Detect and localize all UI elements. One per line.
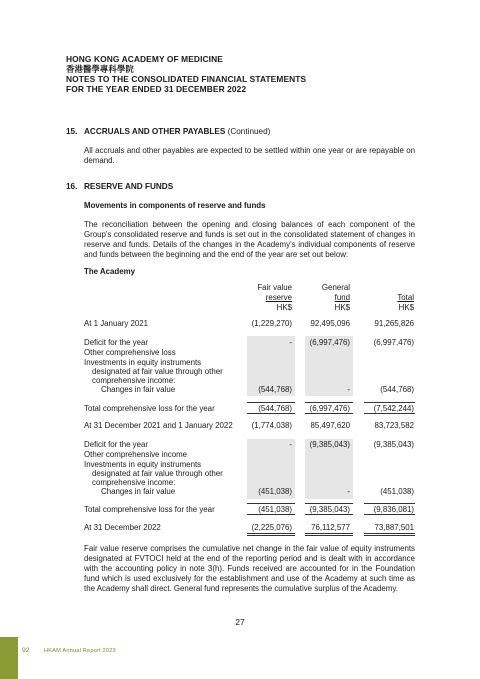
row-value: (9,385,043)	[373, 440, 414, 449]
section-16-intro: The reconciliation between the opening and closing balances of each component of the Group's consolidated reserve and funds is set out in the consolidated statement of changes in reserve and funds. Details of the changes in the Academy's individual components of reserve and funds between the beginning and the end of the year are set out below:	[84, 220, 415, 259]
row-value: -	[289, 440, 292, 449]
row-label: Total comprehensive loss for the year	[84, 505, 215, 514]
row-value: (9,385,043)	[309, 505, 350, 514]
total-rule	[305, 413, 353, 414]
closing-paragraph: Fair value reserve comprises the cumulative net change in the fair value of equity instruments designated at FVTOCI held at the end of the reporting period and is dealt with in accordance with the accounting policy in note 3(h). Funds received are accounted for in the Foundation fund which is used exclusively for the establishment and use of the Academy at such time as the Academy shall direct. General fund represents the cumulative surplus of the Academy.	[84, 544, 415, 593]
col-header-fvr-1: Fair value	[257, 283, 292, 292]
row-value: (6,997,476)	[309, 404, 350, 413]
row-value: (7,542,244)	[373, 404, 414, 413]
row-value: 91,265,826	[374, 319, 414, 328]
col-header-total-2: HK$	[398, 303, 414, 312]
row-label: designated at fair value through other	[92, 469, 223, 478]
document-period: FOR THE YEAR ENDED 31 DECEMBER 2022	[66, 84, 247, 94]
row-value: (544,768)	[258, 385, 292, 394]
double-rule	[247, 535, 295, 536]
col-header-fvr-2: reserve	[265, 293, 292, 302]
row-value: -	[347, 487, 350, 496]
total-rule	[305, 514, 353, 515]
row-label: Investments in equity instruments	[84, 358, 202, 367]
section-16-heading	[66, 182, 173, 191]
row-label: Total comprehensive loss for the year	[84, 404, 215, 413]
total-rule	[364, 514, 415, 515]
col-header-gf-1: General	[321, 283, 350, 292]
double-rule	[364, 533, 415, 534]
total-rule	[364, 402, 415, 403]
row-value: (6,997,476)	[373, 338, 414, 347]
total-rule	[305, 402, 353, 403]
section-15-heading	[66, 127, 270, 136]
row-label: Other comprehensive loss	[84, 348, 176, 357]
row-label: comprehensive income:	[92, 376, 176, 385]
side-tab	[0, 637, 18, 679]
double-rule	[305, 533, 353, 534]
double-rule	[364, 535, 415, 536]
double-rule	[247, 533, 295, 534]
document-title: NOTES TO THE CONSOLIDATED FINANCIAL STATEMENTS	[66, 74, 307, 84]
total-rule	[364, 413, 415, 414]
section-15-continued: (Continued)	[225, 127, 271, 136]
row-value: 92,495,096	[310, 319, 350, 328]
row-value: (451,038)	[258, 505, 292, 514]
row-value: -	[289, 338, 292, 347]
col-header-total-1: Total	[397, 293, 414, 302]
row-label: Other comprehensive income	[84, 450, 188, 459]
total-rule	[247, 503, 295, 504]
col-header-gf-3: HK$	[334, 303, 350, 312]
col-header-gf-2: fund	[334, 293, 350, 302]
page-number: 27	[235, 617, 245, 627]
row-value: 85,497,620	[310, 421, 350, 430]
org-name: HONG KONG ACADEMY OF MEDICINE	[66, 54, 223, 64]
row-value: (9,385,043)	[309, 440, 350, 449]
row-label: Changes in fair value	[101, 385, 176, 394]
row-value: (1,774,038)	[251, 421, 292, 430]
row-value: (9,836,081)	[373, 505, 414, 514]
row-label-closing-2022: At 31 December 2022	[84, 523, 161, 532]
row-label: Changes in fair value	[101, 487, 176, 496]
section-15-title: ACCRUALS AND OTHER PAYABLES	[84, 127, 226, 136]
row-label: comprehensive income:	[92, 478, 176, 487]
section-16-number: 16.	[66, 182, 78, 191]
row-label-closing-2021: At 31 December 2021 and 1 January 2022	[84, 421, 233, 430]
section-16-title: RESERVE AND FUNDS	[84, 182, 174, 191]
row-value: (451,038)	[380, 487, 414, 496]
report-name: HKAM Annual Report 2023	[44, 648, 116, 654]
row-label: designated at fair value through other	[92, 367, 223, 376]
row-value: 83,723,582	[374, 421, 414, 430]
double-rule	[305, 535, 353, 536]
section-15-number: 15.	[66, 127, 78, 136]
row-label: Investments in equity instruments	[84, 460, 202, 469]
total-rule	[247, 413, 295, 414]
table-title: The Academy	[84, 267, 136, 276]
total-rule	[247, 514, 295, 515]
row-label: Deficit for the year	[84, 338, 149, 347]
row-value: (451,038)	[258, 487, 292, 496]
total-rule	[247, 402, 295, 403]
row-value: (544,768)	[258, 404, 292, 413]
row-label-opening-2021: At 1 January 2021	[84, 319, 149, 328]
row-label: Deficit for the year	[84, 440, 149, 449]
org-name-chinese: 香港醫學專科學院	[66, 64, 134, 74]
side-page-number: 92	[22, 647, 30, 654]
row-value: -	[347, 385, 350, 394]
row-value: 73,887,501	[374, 523, 414, 532]
total-rule	[305, 503, 353, 504]
col-header-fvr-3: HK$	[276, 303, 292, 312]
row-value: (1,229,270)	[251, 319, 292, 328]
row-value: (6,997,476)	[309, 338, 350, 347]
section-16-subtitle: Movements in components of reserve and funds	[84, 201, 266, 210]
total-rule	[364, 503, 415, 504]
row-value: (2,225,076)	[251, 523, 292, 532]
row-value: (544,768)	[380, 385, 414, 394]
row-value: 76,112,577	[311, 523, 350, 532]
section-15-text: All accruals and other payables are expected to be settled within one year or are repayable on demand.	[84, 146, 415, 165]
